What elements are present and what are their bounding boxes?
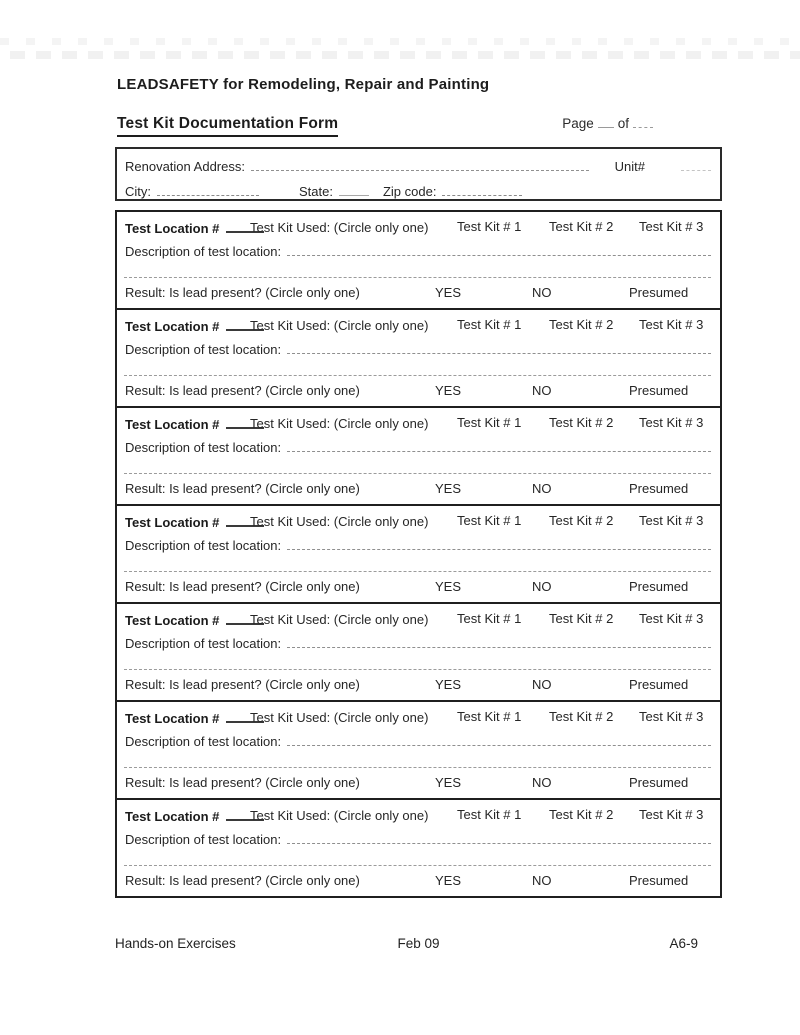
footer-right: A6-9 bbox=[669, 936, 698, 951]
description-label: Description of test location: bbox=[125, 832, 282, 847]
test-kit-1-option[interactable]: Test Kit # 1 bbox=[457, 317, 522, 332]
result-row bbox=[117, 677, 720, 697]
result-presumed-option[interactable]: Presumed bbox=[629, 677, 689, 692]
description-field[interactable] bbox=[287, 439, 711, 452]
unit-label: Unit# bbox=[614, 159, 645, 174]
page-number-field[interactable] bbox=[598, 115, 614, 128]
test-kit-3-option[interactable]: Test Kit # 3 bbox=[639, 807, 704, 822]
result-label: Result: Is lead present? (Circle only one) bbox=[125, 775, 360, 790]
result-yes-option[interactable]: YES bbox=[435, 775, 462, 790]
result-no-option[interactable]: NO bbox=[532, 775, 552, 790]
page-footer bbox=[115, 936, 722, 951]
result-yes-option[interactable]: YES bbox=[435, 579, 462, 594]
test-kit-3-option[interactable]: Test Kit # 3 bbox=[639, 415, 704, 430]
test-location-label: Test Location # bbox=[125, 809, 220, 824]
result-row bbox=[117, 579, 720, 599]
test-location-blocks bbox=[115, 210, 722, 898]
test-kit-row bbox=[117, 604, 720, 632]
test-kit-3-option[interactable]: Test Kit # 3 bbox=[639, 317, 704, 332]
result-label: Result: Is lead present? (Circle only one) bbox=[125, 677, 360, 692]
address-row-2 bbox=[117, 174, 720, 199]
test-location-label: Test Location # bbox=[125, 711, 220, 726]
test-kit-row bbox=[117, 212, 720, 240]
test-location-label: Test Location # bbox=[125, 613, 220, 628]
description-field[interactable] bbox=[287, 341, 711, 354]
description-field[interactable] bbox=[287, 243, 711, 256]
result-yes-option[interactable]: YES bbox=[435, 873, 462, 888]
test-kit-3-option[interactable]: Test Kit # 3 bbox=[639, 709, 704, 724]
kit-used-label: Test Kit Used: (Circle only one) bbox=[250, 416, 429, 431]
test-kit-2-option[interactable]: Test Kit # 2 bbox=[549, 317, 614, 332]
test-location-block bbox=[117, 700, 720, 798]
result-presumed-option[interactable]: Presumed bbox=[629, 873, 689, 888]
description-row bbox=[117, 635, 720, 655]
description-label: Description of test location: bbox=[125, 342, 282, 357]
test-kit-2-option[interactable]: Test Kit # 2 bbox=[549, 807, 614, 822]
description-label: Description of test location: bbox=[125, 440, 282, 455]
description-row bbox=[117, 243, 720, 263]
result-label: Result: Is lead present? (Circle only one) bbox=[125, 579, 360, 594]
description-continuation-field[interactable] bbox=[124, 864, 711, 866]
zip-label: Zip code: bbox=[382, 184, 437, 199]
footer-center: Feb 09 bbox=[397, 936, 440, 951]
description-continuation-field[interactable] bbox=[124, 374, 711, 376]
result-label: Result: Is lead present? (Circle only one) bbox=[125, 285, 360, 300]
description-field[interactable] bbox=[287, 831, 711, 844]
scan-artifact-strip bbox=[0, 38, 800, 60]
description-row bbox=[117, 537, 720, 557]
result-no-option[interactable]: NO bbox=[532, 873, 552, 888]
kit-used-label: Test Kit Used: (Circle only one) bbox=[250, 710, 429, 725]
test-location-block bbox=[117, 798, 720, 896]
test-kit-1-option[interactable]: Test Kit # 1 bbox=[457, 611, 522, 626]
city-field[interactable] bbox=[157, 183, 259, 196]
result-no-option[interactable]: NO bbox=[532, 579, 552, 594]
test-kit-2-option[interactable]: Test Kit # 2 bbox=[549, 415, 614, 430]
of-label: of bbox=[617, 116, 629, 131]
test-location-label: Test Location # bbox=[125, 417, 220, 432]
state-field[interactable] bbox=[339, 183, 369, 196]
test-location-block bbox=[117, 212, 720, 308]
description-continuation-field[interactable] bbox=[124, 668, 711, 670]
test-kit-1-option[interactable]: Test Kit # 1 bbox=[457, 219, 522, 234]
test-location-block bbox=[117, 406, 720, 504]
description-label: Description of test location: bbox=[125, 244, 282, 259]
description-label: Description of test location: bbox=[125, 636, 282, 651]
test-kit-2-option[interactable]: Test Kit # 2 bbox=[549, 219, 614, 234]
city-label: City: bbox=[125, 184, 151, 199]
kit-used-label: Test Kit Used: (Circle only one) bbox=[250, 808, 429, 823]
description-row bbox=[117, 733, 720, 753]
test-location-block bbox=[117, 602, 720, 700]
description-field[interactable] bbox=[287, 537, 711, 550]
state-label: State: bbox=[299, 184, 333, 199]
result-row bbox=[117, 383, 720, 403]
result-no-option[interactable]: NO bbox=[532, 677, 552, 692]
result-no-option[interactable]: NO bbox=[532, 383, 552, 398]
unit-field[interactable] bbox=[681, 158, 711, 171]
test-location-label: Test Location # bbox=[125, 221, 220, 236]
description-row bbox=[117, 439, 720, 459]
test-kit-3-option[interactable]: Test Kit # 3 bbox=[639, 219, 704, 234]
result-yes-option[interactable]: YES bbox=[435, 383, 462, 398]
result-presumed-option[interactable]: Presumed bbox=[629, 383, 689, 398]
test-kit-3-option[interactable]: Test Kit # 3 bbox=[639, 513, 704, 528]
test-kit-1-option[interactable]: Test Kit # 1 bbox=[457, 709, 522, 724]
test-kit-1-option[interactable]: Test Kit # 1 bbox=[457, 513, 522, 528]
result-yes-option[interactable]: YES bbox=[435, 677, 462, 692]
description-row bbox=[117, 831, 720, 851]
result-label: Result: Is lead present? (Circle only one) bbox=[125, 873, 360, 888]
form-title-row bbox=[117, 115, 725, 137]
result-label: Result: Is lead present? (Circle only one) bbox=[125, 481, 360, 496]
description-label: Description of test location: bbox=[125, 538, 282, 553]
test-location-label: Test Location # bbox=[125, 319, 220, 334]
form-title: Test Kit Documentation Form bbox=[117, 115, 338, 137]
result-no-option[interactable]: NO bbox=[532, 481, 552, 496]
kit-used-label: Test Kit Used: (Circle only one) bbox=[250, 318, 429, 333]
test-kit-row bbox=[117, 506, 720, 534]
result-presumed-option[interactable]: Presumed bbox=[629, 481, 689, 496]
test-kit-2-option[interactable]: Test Kit # 2 bbox=[549, 709, 614, 724]
test-kit-1-option[interactable]: Test Kit # 1 bbox=[457, 415, 522, 430]
kit-used-label: Test Kit Used: (Circle only one) bbox=[250, 514, 429, 529]
test-kit-row bbox=[117, 702, 720, 730]
renovation-address-label: Renovation Address: bbox=[125, 159, 245, 174]
description-field[interactable] bbox=[287, 733, 711, 746]
test-kit-row bbox=[117, 800, 720, 828]
renovation-address-box bbox=[115, 147, 722, 201]
description-label: Description of test location: bbox=[125, 734, 282, 749]
result-yes-option[interactable]: YES bbox=[435, 481, 462, 496]
result-presumed-option[interactable]: Presumed bbox=[629, 579, 689, 594]
test-location-block bbox=[117, 308, 720, 406]
page-total-field[interactable] bbox=[633, 115, 653, 128]
zip-field[interactable] bbox=[442, 183, 522, 196]
address-row-1 bbox=[117, 149, 720, 174]
result-row bbox=[117, 873, 720, 893]
test-kit-2-option[interactable]: Test Kit # 2 bbox=[549, 513, 614, 528]
description-continuation-field[interactable] bbox=[124, 570, 711, 572]
description-field[interactable] bbox=[287, 635, 711, 648]
document-header: LEADSAFETY for Remodeling, Repair and Painting bbox=[117, 76, 490, 93]
description-continuation-field[interactable] bbox=[124, 276, 711, 278]
test-kit-1-option[interactable]: Test Kit # 1 bbox=[457, 807, 522, 822]
result-yes-option[interactable]: YES bbox=[435, 285, 462, 300]
page-label: Page bbox=[562, 116, 594, 131]
test-kit-row bbox=[117, 310, 720, 338]
test-kit-2-option[interactable]: Test Kit # 2 bbox=[549, 611, 614, 626]
result-no-option[interactable]: NO bbox=[532, 285, 552, 300]
result-label: Result: Is lead present? (Circle only one) bbox=[125, 383, 360, 398]
description-row bbox=[117, 341, 720, 361]
kit-used-label: Test Kit Used: (Circle only one) bbox=[250, 220, 429, 235]
test-kit-3-option[interactable]: Test Kit # 3 bbox=[639, 611, 704, 626]
description-continuation-field[interactable] bbox=[124, 472, 711, 474]
result-presumed-option[interactable]: Presumed bbox=[629, 775, 689, 790]
description-continuation-field[interactable] bbox=[124, 766, 711, 768]
renovation-address-field[interactable] bbox=[251, 158, 589, 171]
kit-used-label: Test Kit Used: (Circle only one) bbox=[250, 612, 429, 627]
test-location-block bbox=[117, 504, 720, 602]
test-location-label: Test Location # bbox=[125, 515, 220, 530]
footer-left: Hands-on Exercises bbox=[115, 936, 236, 951]
result-row bbox=[117, 775, 720, 795]
page-number-area bbox=[562, 115, 653, 131]
test-kit-row bbox=[117, 408, 720, 436]
result-presumed-option[interactable]: Presumed bbox=[629, 285, 689, 300]
result-row bbox=[117, 481, 720, 501]
result-row bbox=[117, 285, 720, 305]
